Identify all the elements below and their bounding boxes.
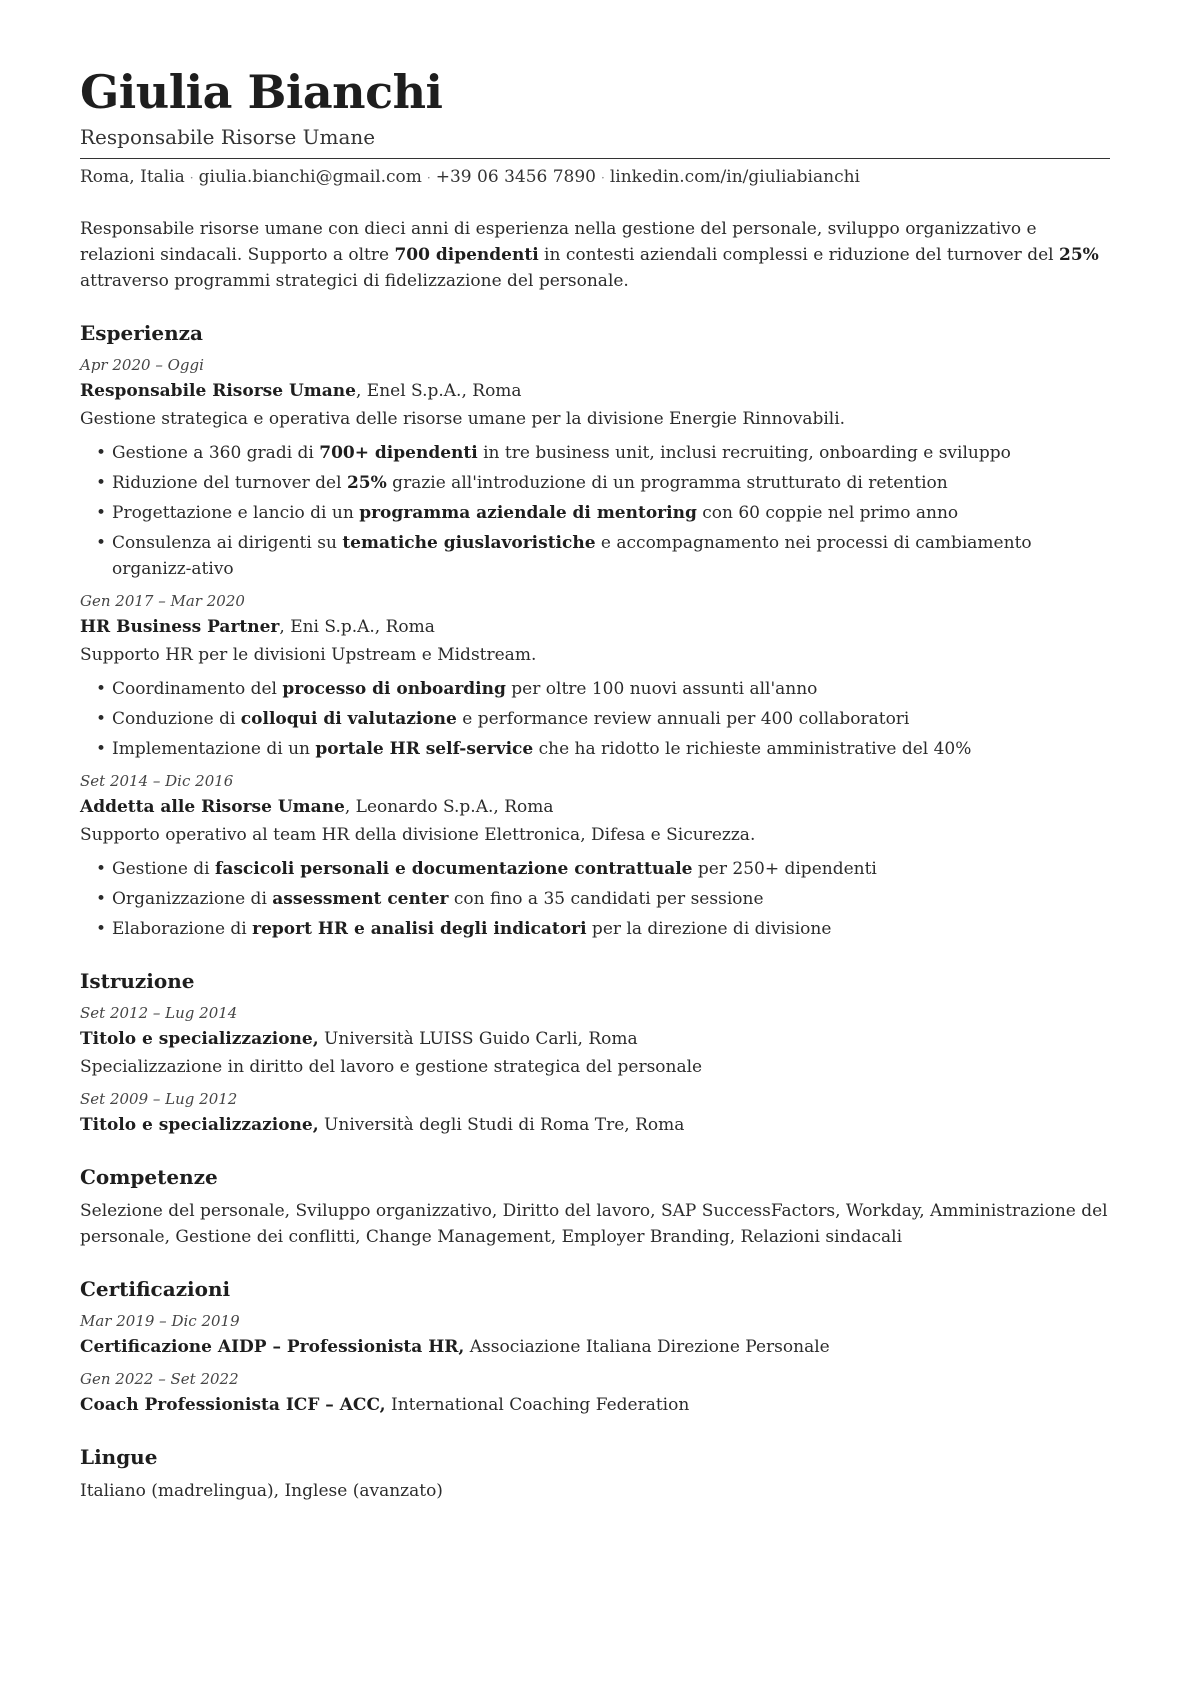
achievement-item <box>112 440 1110 466</box>
languages-list: Italiano (madrelingua), Inglese (avanzato) <box>80 1481 443 1501</box>
education-degree: Titolo e specializzazione, <box>80 1029 319 1049</box>
certification-entry <box>80 1368 1110 1418</box>
job-entry <box>80 770 1110 942</box>
achievement-text: in tre business unit, inclusi recruiting, onboarding e sviluppo <box>477 443 1011 463</box>
achievement-text: con fino a 35 candidati per sessione <box>448 889 764 909</box>
achievement-text: Elaborazione di <box>112 919 253 939</box>
achievement-text: per oltre 100 nuovi assunti all'anno <box>505 679 818 699</box>
summary-text: Responsabile risorse umane con dieci anni di esperienza nella gestione del personale, sviluppo organizzativo e relazioni sindacali. Supporto a oltre <box>80 219 1037 265</box>
achievement-text: Gestione a 360 gradi di <box>112 443 320 463</box>
certification-issuer: Associazione Italiana Direzione Personale <box>464 1337 830 1357</box>
achievement-text: con 60 coppie nel primo anno <box>696 503 959 523</box>
achievement-highlight: fascicoli personali e documentazione contrattuale <box>215 859 693 879</box>
job-date: Apr 2020 – Oggi <box>80 356 204 374</box>
certification-name: Coach Professionista ICF – ACC, <box>80 1395 386 1415</box>
contact-phone[interactable]: +39 06 3456 7890 <box>435 167 596 187</box>
job-entry <box>80 354 1110 582</box>
achievement-text: Implementazione di un <box>112 739 316 759</box>
achievement-item <box>112 856 1110 882</box>
education-entry <box>80 1002 1110 1080</box>
achievement-text: Consulenza ai dirigenti su <box>112 533 343 553</box>
achievement-item <box>112 916 1110 942</box>
education-date: Set 2012 – Lug 2014 <box>80 1004 238 1022</box>
achievement-item <box>112 530 1110 582</box>
section-title-education: Istruzione <box>80 969 195 993</box>
education-school: Università LUISS Guido Carli, Roma <box>318 1029 638 1049</box>
contact-email[interactable]: giulia.bianchi@gmail.com <box>198 167 422 187</box>
summary-text: in contesti aziendali complessi e riduzione del turnover del <box>538 245 1059 265</box>
achievement-text: Gestione di <box>112 859 216 879</box>
education-degree-line <box>80 1026 1110 1052</box>
certification-issuer: International Coaching Federation <box>385 1395 690 1415</box>
job-title: HR Business Partner <box>80 617 280 637</box>
section-title-certifications: Certificazioni <box>80 1277 231 1301</box>
contact-line <box>80 165 1110 190</box>
achievement-text: e performance review annuali per 400 collaboratori <box>456 709 910 729</box>
section-title-experience: Esperienza <box>80 321 203 345</box>
achievement-text: per la direzione di divisione <box>586 919 832 939</box>
achievement-text: e accompagnamento nei processi di cambiamento organizz-ativo <box>112 533 1032 579</box>
certification-date: Mar 2019 – Dic 2019 <box>80 1312 240 1330</box>
achievement-item <box>112 500 1110 526</box>
job-entry <box>80 590 1110 762</box>
achievement-item <box>112 736 1110 762</box>
contact-separator: · <box>426 171 431 185</box>
achievement-highlight: assessment center <box>272 889 449 909</box>
contact-separator: · <box>189 171 194 185</box>
achievement-item <box>112 886 1110 912</box>
job-company: , Enel S.p.A., Roma <box>355 381 522 401</box>
achievement-highlight: processo di onboarding <box>282 679 506 699</box>
job-role <box>80 794 1110 820</box>
job-role <box>80 378 1110 404</box>
job-achievements <box>80 676 1110 762</box>
certification-line <box>80 1334 1110 1360</box>
job-date: Set 2014 – Dic 2016 <box>80 772 234 790</box>
achievement-highlight: portale HR self-service <box>315 739 534 759</box>
achievement-text: Coordinamento del <box>112 679 283 699</box>
certification-name: Certificazione AIDP – Professionista HR, <box>80 1337 465 1357</box>
contact-separator: · <box>601 171 605 185</box>
education-degree-line <box>80 1112 1110 1138</box>
certification-line <box>80 1392 1110 1418</box>
achievement-text: che ha ridotto le richieste amministrative del 40% <box>533 739 972 759</box>
achievement-highlight: 25% <box>346 473 387 493</box>
section-title-languages: Lingue <box>80 1445 158 1469</box>
job-company: , Eni S.p.A., Roma <box>279 617 435 637</box>
achievement-highlight: tematiche giuslavoristiche <box>342 533 596 553</box>
contact-linkedin[interactable]: linkedin.com/in/giuliabianchi <box>609 167 860 187</box>
job-title: Responsabile Risorse Umane <box>80 381 356 401</box>
achievement-item <box>112 470 1110 496</box>
achievement-text: Progettazione e lancio di un <box>112 503 360 523</box>
education-degree: Titolo e specializzazione, <box>80 1115 319 1135</box>
achievement-item <box>112 706 1110 732</box>
job-description: Supporto HR per le divisioni Upstream e Midstream. <box>80 645 537 665</box>
job-company: , Leonardo S.p.A., Roma <box>344 797 554 817</box>
summary-highlight: 25% <box>1058 245 1099 265</box>
candidate-name: Giulia Bianchi <box>80 65 443 119</box>
certification-entry <box>80 1310 1110 1360</box>
contact-location: Roma, Italia <box>80 167 185 187</box>
education-school: Università degli Studi di Roma Tre, Roma <box>318 1115 685 1135</box>
job-achievements <box>80 856 1110 942</box>
achievement-text: Organizzazione di <box>112 889 273 909</box>
achievement-highlight: programma aziendale di mentoring <box>359 503 697 523</box>
profile-summary <box>80 216 1110 294</box>
achievement-text: Conduzione di <box>112 709 241 729</box>
job-achievements <box>80 440 1110 582</box>
job-description: Supporto operativo al team HR della divisione Elettronica, Difesa e Sicurezza. <box>80 825 756 845</box>
certification-date: Gen 2022 – Set 2022 <box>80 1370 239 1388</box>
achievement-highlight: 700+ dipendenti <box>319 443 478 463</box>
job-date: Gen 2017 – Mar 2020 <box>80 592 245 610</box>
candidate-headline: Responsabile Risorse Umane <box>80 125 376 149</box>
skills-list: Selezione del personale, Sviluppo organizzativo, Diritto del lavoro, SAP SuccessFactors, Workday, Amministrazione del personale, Gestione dei conflitti, Change Management, Employer Branding, Relazioni sindacali <box>80 1201 1108 1247</box>
summary-highlight: 700 dipendenti <box>394 245 539 265</box>
achievement-highlight: report HR e analisi degli indicatori <box>252 919 587 939</box>
achievement-text: per 250+ dipendenti <box>692 859 877 879</box>
summary-text: attraverso programmi strategici di fidelizzazione del personale. <box>80 271 629 291</box>
section-title-skills: Competenze <box>80 1165 218 1189</box>
achievement-item <box>112 676 1110 702</box>
education-entry <box>80 1088 1110 1138</box>
job-role <box>80 614 1110 640</box>
header-divider <box>80 158 1110 159</box>
education-description: Specializzazione in diritto del lavoro e gestione strategica del personale <box>80 1057 703 1077</box>
achievement-text: grazie all'introduzione di un programma strutturato di retention <box>386 473 948 493</box>
education-date: Set 2009 – Lug 2012 <box>80 1090 238 1108</box>
job-title: Addetta alle Risorse Umane <box>80 797 345 817</box>
achievement-text: Riduzione del turnover del <box>112 473 347 493</box>
achievement-highlight: colloqui di valutazione <box>240 709 457 729</box>
job-description: Gestione strategica e operativa delle risorse umane per la divisione Energie Rinnovabili. <box>80 409 846 429</box>
